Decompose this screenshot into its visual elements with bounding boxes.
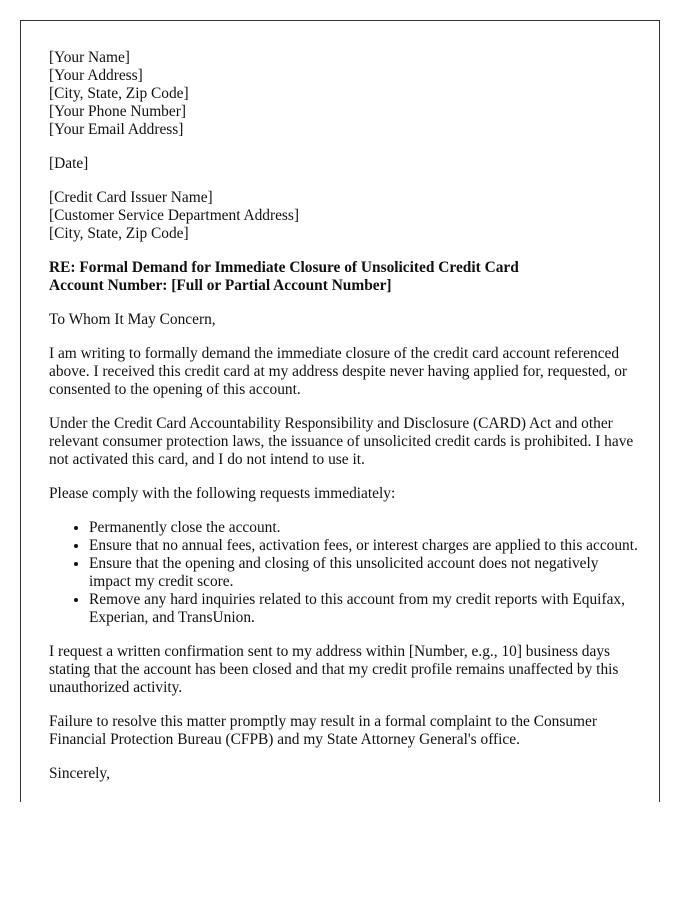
- body-paragraph-3: I request a written confirmation sent to my address within [Number, e.g., 10] business days stating that the account has been closed and that my credit profile remains unaffected by this unauthorized activity.: [49, 643, 619, 696]
- body-paragraph-1: I am writing to formally demand the immediate closure of the credit card account referenced above. I received this credit card at my address despite never having applied for, requested, or consented to the opening of this account.: [49, 345, 628, 398]
- recipient-department-address: [Customer Service Department Address]: [49, 207, 300, 224]
- date-block: [49, 155, 639, 173]
- closing: Sincerely,: [49, 765, 110, 782]
- sender-phone: [Your Phone Number]: [49, 103, 186, 120]
- recipient-city-state-zip: [City, State, Zip Code]: [49, 225, 189, 242]
- sender-block: [49, 49, 639, 139]
- sender-city-state-zip: [City, State, Zip Code]: [49, 85, 189, 102]
- letter-content: [49, 49, 639, 799]
- request-item: • Permanently close the account.: [89, 519, 639, 537]
- account-number-line: Account Number: [Full or Partial Account Number]: [49, 277, 392, 294]
- subject-block: [49, 259, 639, 295]
- requests-list: [49, 519, 639, 627]
- request-item: • Ensure that no annual fees, activation fees, or interest charges are applied to this account.: [89, 537, 639, 555]
- letter-page: [20, 20, 660, 802]
- subject-line: RE: Formal Demand for Immediate Closure of Unsolicited Credit Card: [49, 259, 519, 276]
- body-paragraph-2: Under the Credit Card Accountability Responsibility and Disclosure (CARD) Act and other relevant consumer protection laws, the issuance of unsolicited credit cards is prohibited. I have not activated this card, and I do not intend to use it.: [49, 415, 634, 468]
- recipient-issuer-name: [Credit Card Issuer Name]: [49, 189, 213, 206]
- salutation: To Whom It May Concern,: [49, 311, 216, 328]
- sender-email: [Your Email Address]: [49, 121, 184, 138]
- sender-address: [Your Address]: [49, 67, 143, 84]
- letter-date: [Date]: [49, 155, 89, 172]
- requests-intro: Please comply with the following requests immediately:: [49, 485, 396, 502]
- recipient-block: [49, 189, 639, 243]
- request-item: • Remove any hard inquiries related to this account from my credit reports with Equifax, Experian, and TransUnion.: [89, 591, 639, 627]
- sender-name: [Your Name]: [49, 49, 130, 66]
- body-paragraph-4: Failure to resolve this matter promptly may result in a formal complaint to the Consumer Financial Protection Bureau (CFPB) and my State Attorney General's office.: [49, 713, 597, 748]
- request-item: • Ensure that the opening and closing of this unsolicited account does not negatively impact my credit score.: [89, 555, 639, 591]
